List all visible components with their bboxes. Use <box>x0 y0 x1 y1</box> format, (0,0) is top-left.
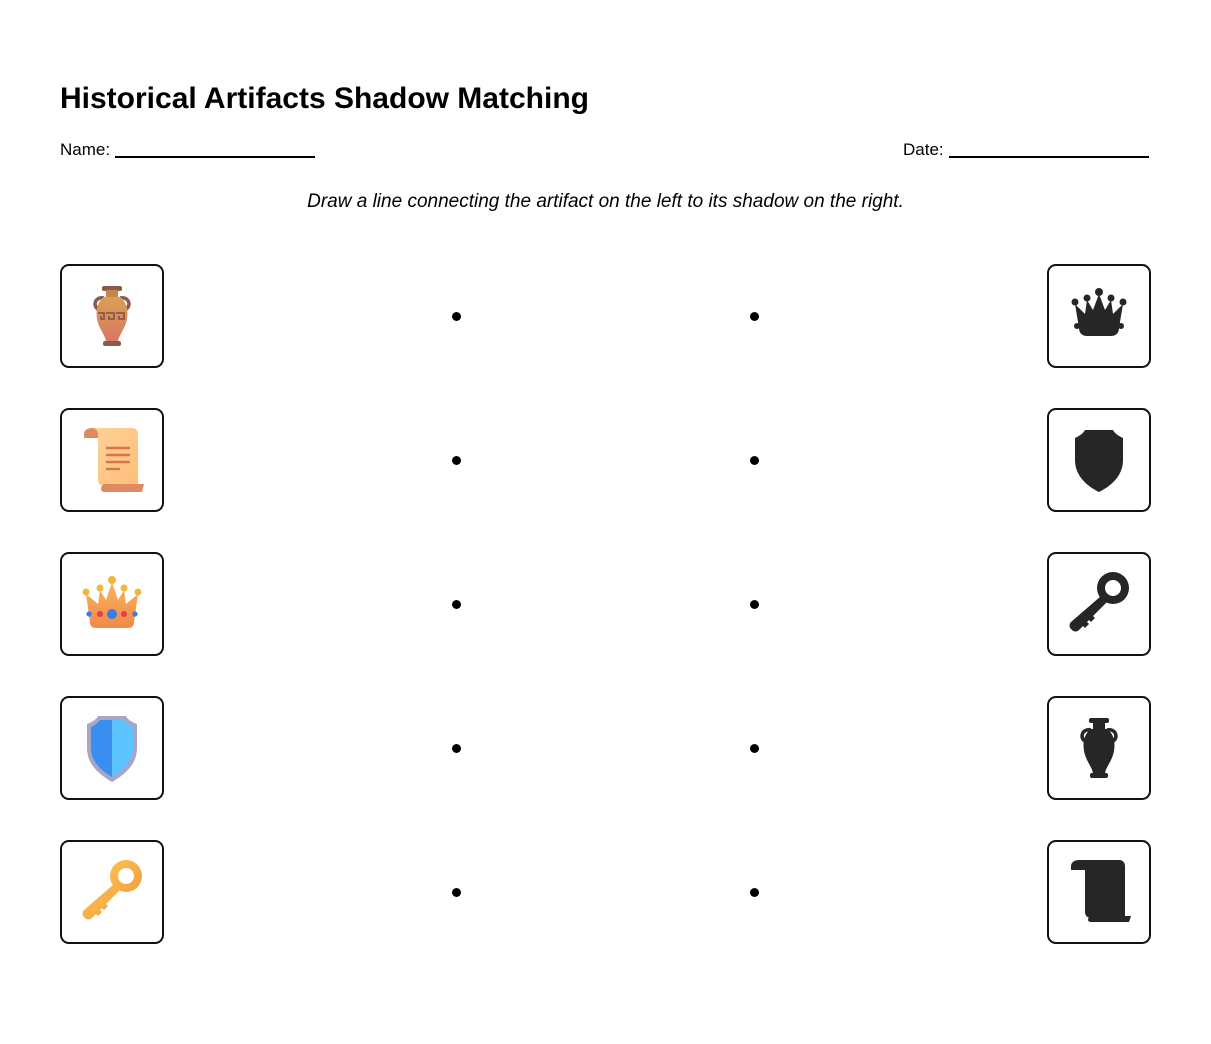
connect-dot-left[interactable] <box>452 600 461 609</box>
connect-dot-left[interactable] <box>452 312 461 321</box>
shield-shadow-icon <box>1061 422 1137 498</box>
connect-dot-right[interactable] <box>750 744 759 753</box>
shadow-card-key <box>1047 552 1151 656</box>
shield-icon <box>74 710 150 786</box>
shadow-card-vase <box>1047 696 1151 800</box>
match-row <box>0 408 1211 512</box>
artifact-card-vase <box>60 264 164 368</box>
match-row <box>0 696 1211 800</box>
vase-shadow-icon <box>1061 710 1137 786</box>
connect-dot-left[interactable] <box>452 888 461 897</box>
artifact-card-key <box>60 840 164 944</box>
shadow-card-scroll <box>1047 840 1151 944</box>
match-row <box>0 552 1211 656</box>
connect-dot-right[interactable] <box>750 888 759 897</box>
connect-dot-right[interactable] <box>750 456 759 465</box>
artifact-card-shield <box>60 696 164 800</box>
date-label: Date: <box>903 140 944 159</box>
crown-icon <box>74 566 150 642</box>
instructions: Draw a line connecting the artifact on the left to its shadow on the right. <box>307 191 904 212</box>
date-field[interactable] <box>903 139 1149 161</box>
match-row <box>0 264 1211 368</box>
shadow-card-shield <box>1047 408 1151 512</box>
worksheet-title: Historical Artifacts Shadow Matching <box>60 82 589 115</box>
crown-shadow-icon <box>1061 278 1137 354</box>
artifact-card-crown <box>60 552 164 656</box>
name-field[interactable] <box>60 139 315 161</box>
shadow-card-crown <box>1047 264 1151 368</box>
artifact-card-scroll <box>60 408 164 512</box>
key-shadow-icon <box>1061 566 1137 642</box>
key-icon <box>74 854 150 930</box>
date-blank-line[interactable] <box>949 156 1149 158</box>
vase-icon <box>74 278 150 354</box>
name-label: Name: <box>60 140 111 159</box>
scroll-icon <box>74 422 150 498</box>
connect-dot-right[interactable] <box>750 312 759 321</box>
connect-dot-left[interactable] <box>452 744 461 753</box>
scroll-shadow-icon <box>1061 854 1137 930</box>
name-blank-line[interactable] <box>115 156 315 158</box>
connect-dot-left[interactable] <box>452 456 461 465</box>
connect-dot-right[interactable] <box>750 600 759 609</box>
match-row <box>0 840 1211 944</box>
